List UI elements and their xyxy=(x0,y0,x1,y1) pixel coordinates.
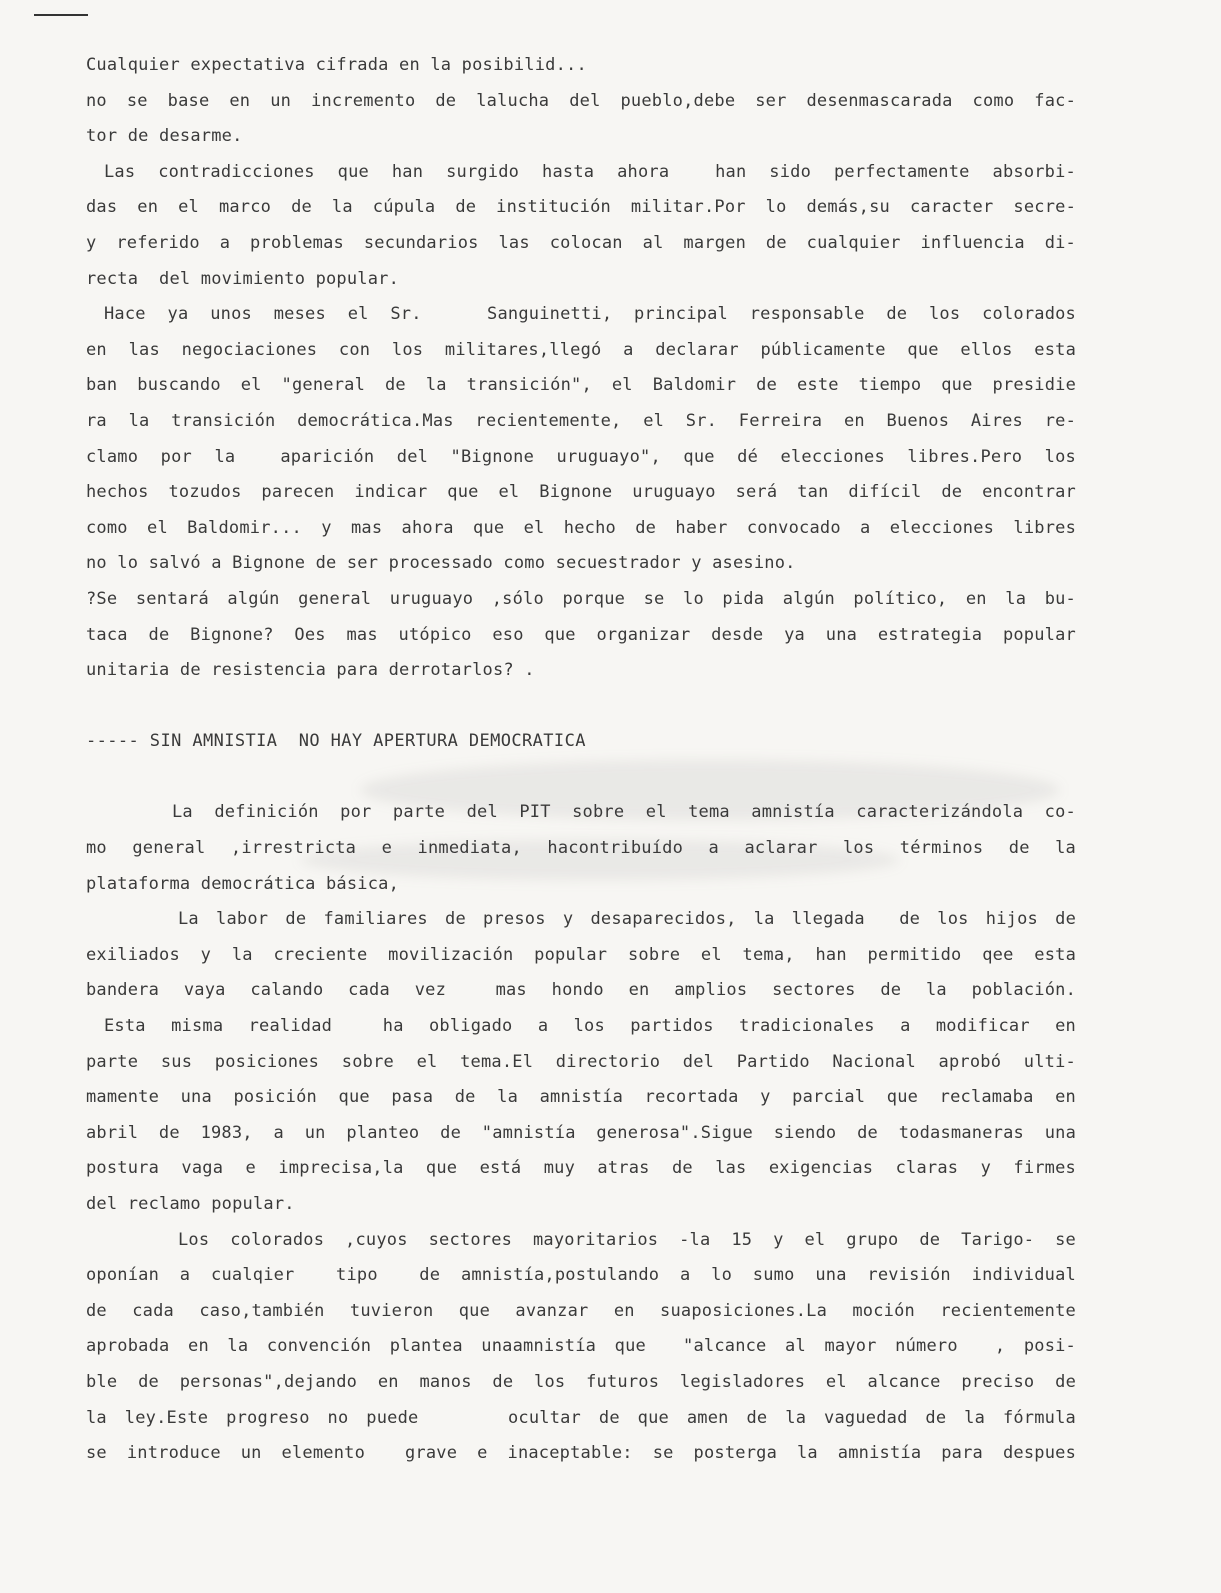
line-text: bandera vaya calando cada vez mas hondo en amplios sectores de la población. xyxy=(86,980,1076,1001)
line-text: como el Baldomir... y mas ahora que el hecho de haber convocado a elecciones libres xyxy=(86,517,1076,538)
text-line xyxy=(86,653,1076,689)
text-line xyxy=(86,297,1076,333)
line-text: del reclamo popular. xyxy=(86,1194,295,1214)
line-text: no se base en un incremento de lalucha del pueblo,debe ser desenmascarada como fac- xyxy=(86,90,1076,111)
document-body xyxy=(86,48,1076,1472)
text-line xyxy=(86,226,1076,262)
text-line xyxy=(86,546,1076,582)
blank-line xyxy=(86,689,1076,725)
blank-line xyxy=(86,760,1076,796)
line-text: se introduce un elemento grave e inaceptable: se posterga la amnistía para despues xyxy=(86,1443,1076,1464)
text-line xyxy=(86,582,1076,618)
text-line xyxy=(86,1116,1076,1152)
line-text: aprobada en la convención plantea unaamnistía que "alcance al mayor número , posi- xyxy=(86,1336,1076,1357)
text-line xyxy=(86,1329,1076,1365)
text-line xyxy=(86,190,1076,226)
top-rule-mark xyxy=(34,14,88,16)
text-line xyxy=(86,84,1076,120)
text-line xyxy=(86,831,1076,867)
text-line xyxy=(86,1436,1076,1472)
text-line xyxy=(86,119,1076,155)
line-text: tor de desarme. xyxy=(86,126,243,147)
text-line xyxy=(86,902,1076,938)
text-line xyxy=(86,440,1076,476)
text-line xyxy=(86,155,1076,191)
line-text: ban buscando el "general de la transición", el Baldomir de este tiempo que presidie xyxy=(86,375,1076,396)
text-line xyxy=(86,333,1076,369)
line-text: ra la transición democrática.Mas recientemente, el Sr. Ferreira en Buenos Aires re- xyxy=(86,410,1076,431)
text-line xyxy=(86,475,1076,511)
text-line xyxy=(86,48,1076,84)
line-text: Esta misma realidad ha obligado a los partidos tradicionales a modificar en xyxy=(104,1016,1076,1037)
text-line xyxy=(86,1009,1076,1045)
line-text: ?Se sentará algún general uruguayo ,sólo porque se lo pida algún político, en la bu- xyxy=(86,588,1076,609)
line-text: en las negociaciones con los militares,llegó a declarar públicamente que ellos esta xyxy=(86,339,1076,360)
line-text: plataforma democrática básica, xyxy=(86,873,400,894)
line-text: La labor de familiares de presos y desaparecidos, la llegada de los hijos de xyxy=(178,909,1076,930)
text-line xyxy=(86,511,1076,547)
line-text: oponían a cualqier tipo de amnistía,postulando a lo sumo una revisión individual xyxy=(86,1265,1076,1286)
line-text: Hace ya unos meses el Sr. Sanguinetti, principal responsable de los colorados xyxy=(104,304,1076,325)
line-text: parte sus posiciones sobre el tema.El directorio del Partido Nacional aprobó ulti- xyxy=(86,1051,1076,1072)
text-line xyxy=(86,1045,1076,1081)
line-text: la ley.Este progreso no puede ocultar de que amen de la vaguedad de la fórmula xyxy=(86,1407,1076,1428)
line-text: taca de Bignone? Oes mas utópico eso que organizar desde ya una estrategia popular xyxy=(86,624,1076,645)
line-text: y referido a problemas secundarios las colocan al margen de cualquier influencia di- xyxy=(86,232,1076,253)
line-text: clamo por la aparición del "Bignone uruguayo", que dé elecciones libres.Pero los xyxy=(86,446,1076,467)
line-text: hechos tozudos parecen indicar que el Bignone uruguayo será tan difícil de encontrar xyxy=(86,482,1076,503)
line-text: exiliados y la creciente movilización popular sobre el tema, han permitido qee esta xyxy=(86,944,1076,965)
text-line xyxy=(86,618,1076,654)
line-text: Los colorados ,cuyos sectores mayoritarios -la 15 y el grupo de Tarigo- se xyxy=(178,1229,1076,1250)
line-text: La definición por parte del PIT sobre el tema amnistía caracterizándola co- xyxy=(172,802,1076,823)
line-text: unitaria de resistencia para derrotarlos? . xyxy=(86,660,535,681)
text-line xyxy=(86,1223,1076,1259)
text-line xyxy=(86,1258,1076,1294)
text-line xyxy=(86,867,1076,903)
text-line xyxy=(86,795,1076,831)
text-line xyxy=(86,1151,1076,1187)
text-line xyxy=(86,973,1076,1009)
heading-text: ----- SIN AMNISTIA NO HAY APERTURA DEMOCRATICA xyxy=(86,731,586,752)
line-text: ble de personas",dejando en manos de los futuros legisladores el alcance preciso de xyxy=(86,1371,1076,1392)
text-line xyxy=(86,1365,1076,1401)
section-heading xyxy=(86,724,1076,760)
text-line xyxy=(86,1187,1076,1223)
line-text: Las contradicciones que han surgido hasta ahora han sido perfectamente absorbi- xyxy=(104,161,1076,182)
line-text: abril de 1983, a un planteo de "amnistía generosa".Sigue siendo de todasmaneras una xyxy=(86,1122,1076,1143)
text-line xyxy=(86,1080,1076,1116)
text-line xyxy=(86,368,1076,404)
text-line xyxy=(86,1294,1076,1330)
text-line xyxy=(86,262,1076,298)
text-line xyxy=(86,938,1076,974)
line-text: mamente una posición que pasa de la amnistía recortada y parcial que reclamaba en xyxy=(86,1087,1076,1108)
line-text: postura vaga e imprecisa,la que está muy atras de las exigencias claras y firmes xyxy=(86,1158,1076,1179)
line-text: de cada caso,también tuvieron que avanzar en suaposiciones.La moción recientemente xyxy=(86,1300,1076,1321)
line-text: das en el marco de la cúpula de institución militar.Por lo demás,su caracter secre- xyxy=(86,197,1076,218)
line-text: Cualquier expectativa cifrada en la posibilid... xyxy=(86,55,587,75)
line-text: no lo salvó a Bignone de ser processado como secuestrador y asesino. xyxy=(86,553,796,574)
line-text: mo general ,irrestricta e inmediata, hacontribuído a aclarar los términos de la xyxy=(86,838,1076,859)
text-line xyxy=(86,404,1076,440)
line-text: recta del movimiento popular. xyxy=(86,268,400,289)
text-line xyxy=(86,1401,1076,1437)
